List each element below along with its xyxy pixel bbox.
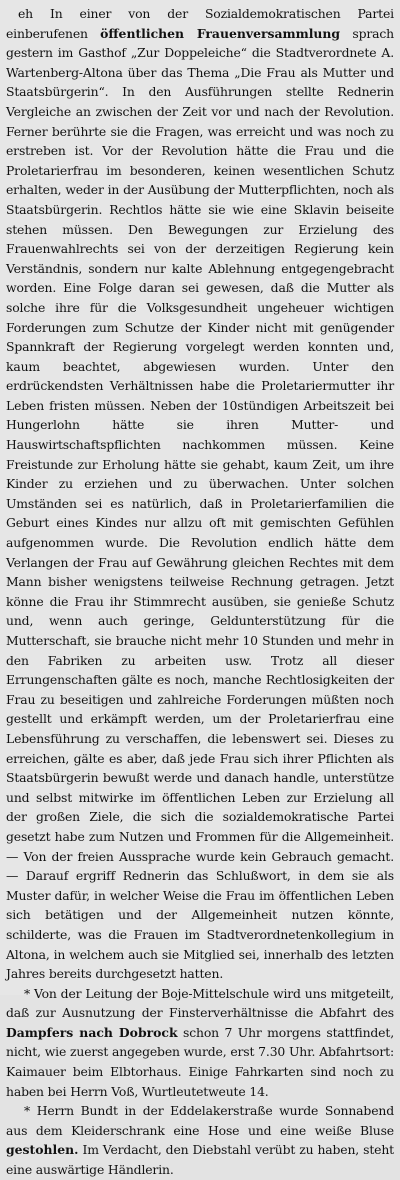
article-headline-dampfer: Dampfers nach Dobrock	[6, 1024, 178, 1040]
article-headline-frauenversammlung: öffentlichen Frauenversammlung	[100, 25, 341, 41]
article-text: schon 7 Uhr morgens stattfindet, nicht, wie zuerst angegeben wurde, erst 7.30 Uhr. Abfahrtsort: Kaimauer beim Elbtorhaus. Einige Fahrkarten sind noch zu haben bei Herrn Voß, Wurtleutetweute 14.	[6, 1024, 394, 1099]
article-text: eh In einer von der Sozialdemokratischen Partei einberufenen	[6, 6, 394, 41]
article-frauenversammlung	[6, 4, 394, 984]
article-text: * Herrn Bundt in der Eddelakerstraße wurde Sonnabend aus dem Kleiderschrank eine Hose und eine weiße Bluse	[6, 1103, 394, 1138]
article-text: Im Verdacht, den Diebstahl verübt zu haben, steht eine auswärtige Händlerin.	[6, 1142, 394, 1178]
article-diebstahl	[6, 1101, 394, 1179]
article-dampfer	[6, 984, 394, 1102]
article-text: sprach gestern im Gasthof „Zur Doppeleiche“ die Stadtverordnete A. Wartenberg-Altona über das Thema „Die Frau als Mutter und Staatsbürgerin“. In den Ausführungen stellte Rednerin Vergleiche an zwischen der Zeit vor und nach der Revolution. Ferner berührte sie die Fragen, was erreicht und was noch zu erstreben ist. Vor der Revolution hätte die Frau und die Proletarierfrau im besonderen, keinen wesentlichen Schutz erhalten, weder in der Ausübung der Mutterpflichten, noch als Staatsbürgerin. Rechtlos hätte sie wie eine Sklavin beiseite stehen müssen. Den Bewegungen zur Erzielung des Frauenwahlrechts sei von der derzeitigen Regierung kein Verständnis, sondern nur kalte Ablehnung entgegengebracht worden. Eine Folge daran sei gewesen, daß die Mutter als solche ihre für die Volksgesundheit ungeheuer wichtigen Forderungen zum Schutze der Kinder nicht mit genügender Spannkraft der Regierung vorgelegt werden konnten und, kaum beachtet, abgewiesen wurden. Unter den erdrückendsten Verhältnissen habe die Proletariermutter ihr Leben fristen müssen. Neben der 10stündigen Arbeitszeit bei Hungerlohn hätte sie ihren Mutter- und Hauswirtschaftspflichten nachkommen müssen. Keine Freistunde zur Erholung hätte sie gehabt, kaum Zeit, um ihre Kinder zu erziehen und zu überwachen. Unter solchen Umständen sei es natürlich, daß in Proletarierfamilien die Geburt eines Kindes nur allzu oft mit gemischten Gefühlen aufgenommen wurde. Die Revolution endlich hätte dem Verlangen der Frau auf Gewährung gleichen Rechtes mit dem Mann bisher wenigstens teilweise Rechnung getragen. Jetzt könne die Frau ihr Stimmrecht ausüben, sie genieße Schutz und, wenn auch geringe, Geldunterstützung für die Mutterschaft, sie brauche nicht mehr 10 Stunden und mehr in den Fabriken zu arbeiten usw. Trotz all dieser Errungenschaften gälte es noch, manche Rechtlosigkeiten der Frau zu beseitigen und zahlreiche Forderungen müßten noch gestellt und erkämpft werden, um der Proletarierfrau eine Lebensführung zu verschaffen, die lebenswert sei. Dieses zu erreichen, gälte es aber, daß jede Frau sich ihrer Pflichten als Staatsbürgerin bewußt werde und danach handle, unterstütze und selbst mitwirke im öffentlichen Leben zur Erzielung all der großen Ziele, die sich die sozialdemokratische Partei gesetzt habe zum Nutzen und Frommen für die Allgemeinheit. — Von der freien Aussprache wurde kein Gebrauch gemacht. — Darauf ergriff Rednerin das Schlußwort, in dem sie als Muster dafür, in welcher Weise die Frau im öffentlichen Leben sich betätigen und der Allgemeinheit nutzen könnte, schilderte, was die Frauen im Stadtverordnetenkollegium in Altona, in welchem auch sie Mitglied sei, innerhalb des letzten Jahres bereits durchgesetzt hatten.	[6, 25, 394, 982]
article-headline-diebstahl: gestohlen.	[6, 1142, 79, 1158]
article-text: * Von der Leitung der Boje-Mittelschule wird uns mitgeteilt, daß zur Ausnutzung der Finsterverhältnisse die Abfahrt des	[6, 985, 394, 1021]
